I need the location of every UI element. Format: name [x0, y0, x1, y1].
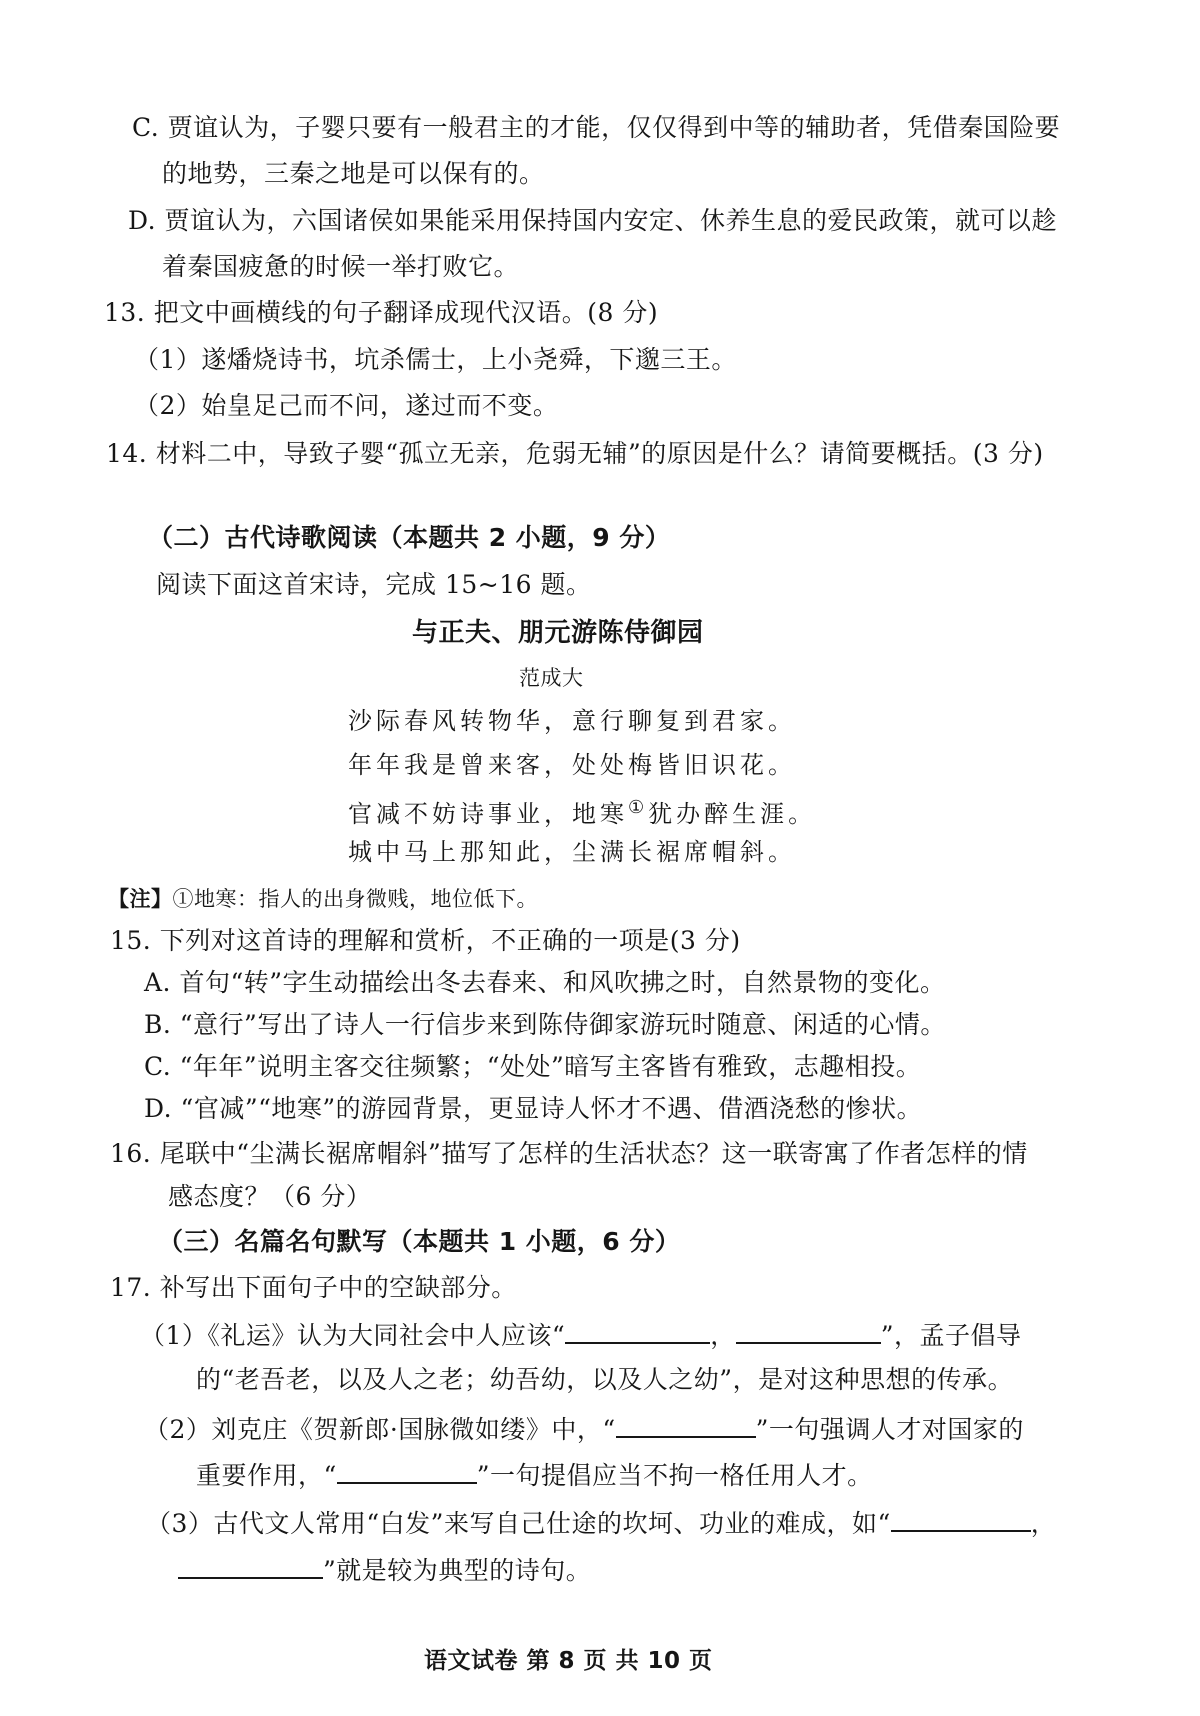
q17-blank-1[interactable] [565, 1318, 710, 1344]
q17-item-2-text-c: 重要作用，“ [196, 1461, 337, 1490]
poem-line-3-part-b: 犹办醉生涯。 [648, 800, 817, 828]
q13-item-1: （1）遂燔烧诗书，坑杀儒士，上小尧舜，下邈三王。 [134, 345, 737, 374]
section2-instruction: 阅读下面这首宋诗，完成 15~16 题。 [156, 570, 592, 599]
q17-item-1-separator: ， [710, 1321, 736, 1350]
q17-blank-2[interactable] [736, 1318, 881, 1344]
q15-option-b: B. “意行”写出了诗人一行信步来到陈侍御家游玩时随意、闲适的心情。 [144, 1010, 946, 1039]
poem-line-4: 城中马上那知此，尘满长裾席帽斜。 [348, 838, 796, 866]
q17-item-2-line-1 [144, 1412, 1024, 1446]
q12-option-c-line2: 的地势，三秦之地是可以保有的。 [162, 159, 545, 188]
poem-line-2: 年年我是曾来客，处处梅皆旧识花。 [348, 751, 796, 779]
q14-stem: 14. 材料二中，导致子婴“孤立无亲，危弱无辅”的原因是什么？请简要概括。(3 分) [106, 439, 1044, 468]
q15-option-a: A. 首句“转”字生动描绘出冬去春来、和风吹拂之时，自然景物的变化。 [144, 968, 946, 997]
q17-item-3-line-2 [178, 1553, 591, 1587]
q17-item-1-text-a: （1）《礼运》认为大同社会中人应该“ [140, 1321, 566, 1350]
q12-option-d-line1: D. 贾谊认为，六国诸侯如果能采用保持国内安定、休养生息的爱民政策，就可以趁 [128, 206, 1058, 235]
q17-blank-3[interactable] [616, 1412, 756, 1438]
note-text: ①地寒：指人的出身微贱，地位低下。 [172, 887, 538, 911]
poem-line-3 [348, 792, 816, 830]
q17-blank-5[interactable] [891, 1506, 1031, 1532]
q17-item-3-text-a: （3）古代文人常用“白发”来写自己仕途的坎坷、功业的难成，如“ [146, 1509, 891, 1538]
page-footer: 语文试卷 第 8 页 共 10 页 [424, 1648, 713, 1674]
poem-title: 与正夫、朋元游陈侍御园 [412, 618, 704, 648]
q17-blank-6[interactable] [178, 1553, 323, 1579]
q17-stem: 17. 补写出下面句子中的空缺部分。 [110, 1273, 517, 1302]
q16-line-1: 16. 尾联中“尘满长裾席帽斜”描写了怎样的生活状态？这一联寄寓了作者怎样的情 [110, 1139, 1028, 1168]
q17-item-2-text-a: （2）刘克庄《贺新郎·国脉微如缕》中，“ [144, 1415, 616, 1444]
note-marker: ① [628, 797, 649, 818]
q17-item-3-text-b: ”就是较为典型的诗句。 [323, 1556, 592, 1585]
q13-stem: 13. 把文中画横线的句子翻译成现代汉语。(8 分) [104, 298, 659, 327]
q12-option-c-line1: C. 贾谊认为，子婴只要有一般君主的才能，仅仅得到中等的辅助者，凭借秦国险要 [132, 113, 1061, 142]
q16-line-2: 感态度？（6 分） [168, 1182, 372, 1211]
q12-option-d-line2: 着秦国疲惫的时候一举打败它。 [162, 252, 520, 281]
q15-option-c: C. “年年”说明主客交往频繁；“处处”暗写主客皆有雅致，志趣相投。 [144, 1052, 922, 1081]
q17-item-2-text-b: ”一句强调人才对国家的 [755, 1415, 1024, 1444]
q15-stem: 15. 下列对这首诗的理解和赏析，不正确的一项是(3 分) [110, 926, 741, 955]
q17-blank-4[interactable] [337, 1458, 477, 1484]
poem-line-1: 沙际春风转物华，意行聊复到君家。 [348, 707, 796, 735]
poem-note [108, 883, 538, 915]
q15-option-d: D. “官减”“地寒”的游园背景，更显诗人怀才不遇、借酒浇愁的惨状。 [144, 1094, 923, 1123]
q17-item-3-separator: ， [1030, 1509, 1057, 1538]
q17-item-1-text-b: ”，孟子倡导 [880, 1321, 1022, 1350]
q17-item-1-line-1 [140, 1318, 1022, 1352]
note-label: 【注】 [108, 887, 173, 911]
q13-item-2: （2）始皇足己而不问，遂过而不变。 [134, 391, 559, 420]
q17-item-3-line-1 [146, 1506, 1056, 1540]
poem-author: 范成大 [519, 666, 584, 690]
section2-heading: （二）古代诗歌阅读（本题共 2 小题，9 分） [148, 523, 671, 552]
q17-item-2-text-d: ”一句提倡应当不拘一格任用人才。 [476, 1461, 873, 1490]
q17-item-2-line-2 [196, 1458, 873, 1492]
poem-line-3-part-a: 官减不妨诗事业，地寒 [348, 800, 628, 828]
section3-heading: （三）名篇名句默写（本题共 1 小题，6 分） [158, 1227, 681, 1256]
q17-item-1-line-2: 的“老吾老，以及人之老；幼吾幼，以及人之幼”，是对这种思想的传承。 [196, 1365, 1014, 1394]
